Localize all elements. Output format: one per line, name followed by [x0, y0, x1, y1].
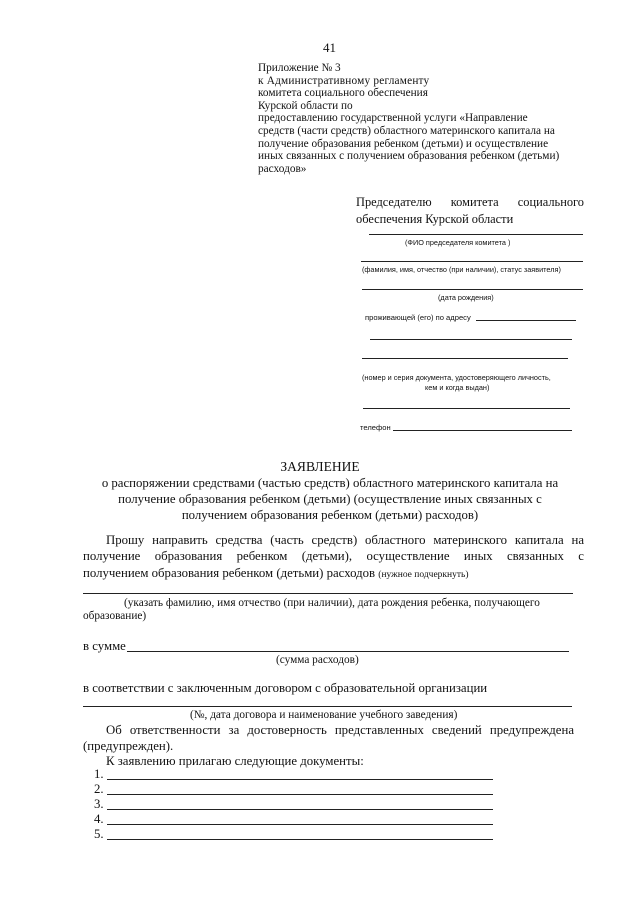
subtitle-line: получением образования ребенком (детьми) расходов): [181, 508, 479, 523]
attachment-field[interactable]: [107, 809, 493, 810]
appendix-header: [258, 62, 559, 175]
attachment-field[interactable]: [107, 779, 493, 780]
request-word: связанных: [506, 549, 564, 563]
phone-field[interactable]: [393, 430, 572, 431]
address-field[interactable]: [476, 320, 576, 321]
chairman-name-caption: (ФИО председателя комитета ): [405, 238, 511, 247]
responsibility-word: за: [228, 723, 240, 737]
request-word: осуществление: [366, 549, 450, 563]
appendix-line: получение образования ребенком (детьми) и осуществление: [258, 137, 549, 150]
responsibility-word: Об: [106, 723, 122, 737]
attachment-number: 4.: [94, 812, 104, 826]
request-text: получением образования ребенком (детьми) расходов: [83, 566, 376, 580]
attachment-field[interactable]: [107, 824, 493, 825]
child-info-field[interactable]: [83, 593, 573, 594]
request-word: средств): [311, 533, 358, 547]
child-info-caption: (указать фамилию, имя отчество (при наличии), дата рождения ребенка, получающего: [124, 597, 540, 609]
child-info-caption-2: образование): [83, 610, 147, 622]
request-line-3: [83, 566, 469, 581]
applicant-name-field[interactable]: [361, 261, 583, 262]
request-word: получение: [83, 549, 141, 563]
attachment-number: 3.: [94, 797, 104, 811]
sum-label: в сумме: [83, 639, 126, 653]
addressee-word: Председателю: [356, 195, 432, 209]
request-word: ребенком: [236, 549, 288, 563]
document-subtitle: [0, 475, 640, 524]
request-word: Прошу: [106, 533, 145, 547]
attachment-field[interactable]: [107, 839, 493, 840]
appendix-line: средств (части средств) областного материнского капитала на: [258, 124, 555, 137]
attachment-number: 1.: [94, 767, 104, 781]
address-label: проживающей (его) по адресу: [365, 313, 471, 322]
request-word: капитала: [514, 533, 564, 547]
request-word: (детьми),: [301, 549, 353, 563]
subtitle-line: получение образования ребенком (детьми) (осуществление иных связанных с: [118, 492, 542, 507]
request-word: с: [578, 549, 584, 563]
attachment-number: 2.: [94, 782, 104, 796]
responsibility-line-1: [106, 723, 574, 738]
attachments-intro: К заявлению прилагаю следующие документы:: [106, 754, 364, 768]
applicant-name-caption: (фамилия, имя, отчество (при наличии), статус заявителя): [362, 265, 561, 274]
appendix-line: Курской области по: [258, 99, 353, 112]
appendix-line: расходов»: [258, 162, 307, 175]
address-field-line-3[interactable]: [362, 358, 568, 359]
request-word: направить: [152, 533, 208, 547]
request-line-1: [106, 533, 584, 548]
request-word: областного: [365, 533, 426, 547]
page-number: 41: [323, 40, 336, 55]
responsibility-word: достоверность: [247, 723, 327, 737]
contract-text: в соответствии с заключенным договором с образовательной организации: [83, 681, 488, 695]
document-caption: (номер и серия документа, удостоверяющего личность,: [362, 373, 551, 382]
request-word: средства: [215, 533, 263, 547]
request-line-2: [83, 549, 584, 564]
request-word: (часть: [270, 533, 304, 547]
birth-date-field[interactable]: [362, 289, 583, 290]
request-word: на: [571, 533, 584, 547]
request-word: образования: [154, 549, 223, 563]
responsibility-word: сведений: [431, 723, 482, 737]
contract-field[interactable]: [83, 706, 572, 707]
appendix-line: предоставлению государственной услуги «Направление: [258, 112, 528, 125]
birth-date-caption: (дата рождения): [438, 293, 494, 302]
address-field-line-2[interactable]: [370, 339, 572, 340]
document-title: ЗАЯВЛЕНИЕ: [280, 459, 360, 474]
request-word: иных: [463, 549, 493, 563]
addressee-word: социального: [517, 195, 584, 209]
attachment-number: 5.: [94, 827, 104, 841]
appendix-line: комитета социального обеспечения: [258, 87, 428, 100]
sum-field[interactable]: [127, 651, 569, 652]
subtitle-line: о распоряжении средствами (частью средств) областного материнского капитала на: [101, 476, 559, 490]
phone-label: телефон: [360, 423, 391, 432]
sum-caption: (сумма расходов): [276, 654, 359, 666]
addressee-line-2: обеспечения Курской области: [356, 212, 514, 226]
responsibility-word: предупреждена: [489, 723, 574, 737]
attachment-field[interactable]: [107, 794, 493, 795]
appendix-line: Приложение № 3: [258, 62, 341, 74]
appendix-line: к Административному регламенту: [258, 74, 430, 87]
chairman-name-field[interactable]: [369, 234, 583, 235]
addressee-line-1: [356, 194, 584, 211]
appendix-line: иных связанных с получением образования ребенком (детьми): [258, 150, 560, 163]
responsibility-line-2: (предупрежден).: [83, 739, 174, 753]
request-hint: (нужное подчеркнуть): [378, 570, 469, 580]
request-word: материнского: [433, 533, 508, 547]
addressee: [356, 194, 584, 228]
responsibility-word: ответственности: [129, 723, 221, 737]
document-caption-2: кем и когда выдан): [425, 383, 490, 392]
contract-caption: (№, дата договора и наименование учебного заведения): [190, 709, 458, 721]
responsibility-word: представленных: [334, 723, 424, 737]
document-field[interactable]: [363, 408, 570, 409]
addressee-word: комитета: [450, 195, 499, 209]
